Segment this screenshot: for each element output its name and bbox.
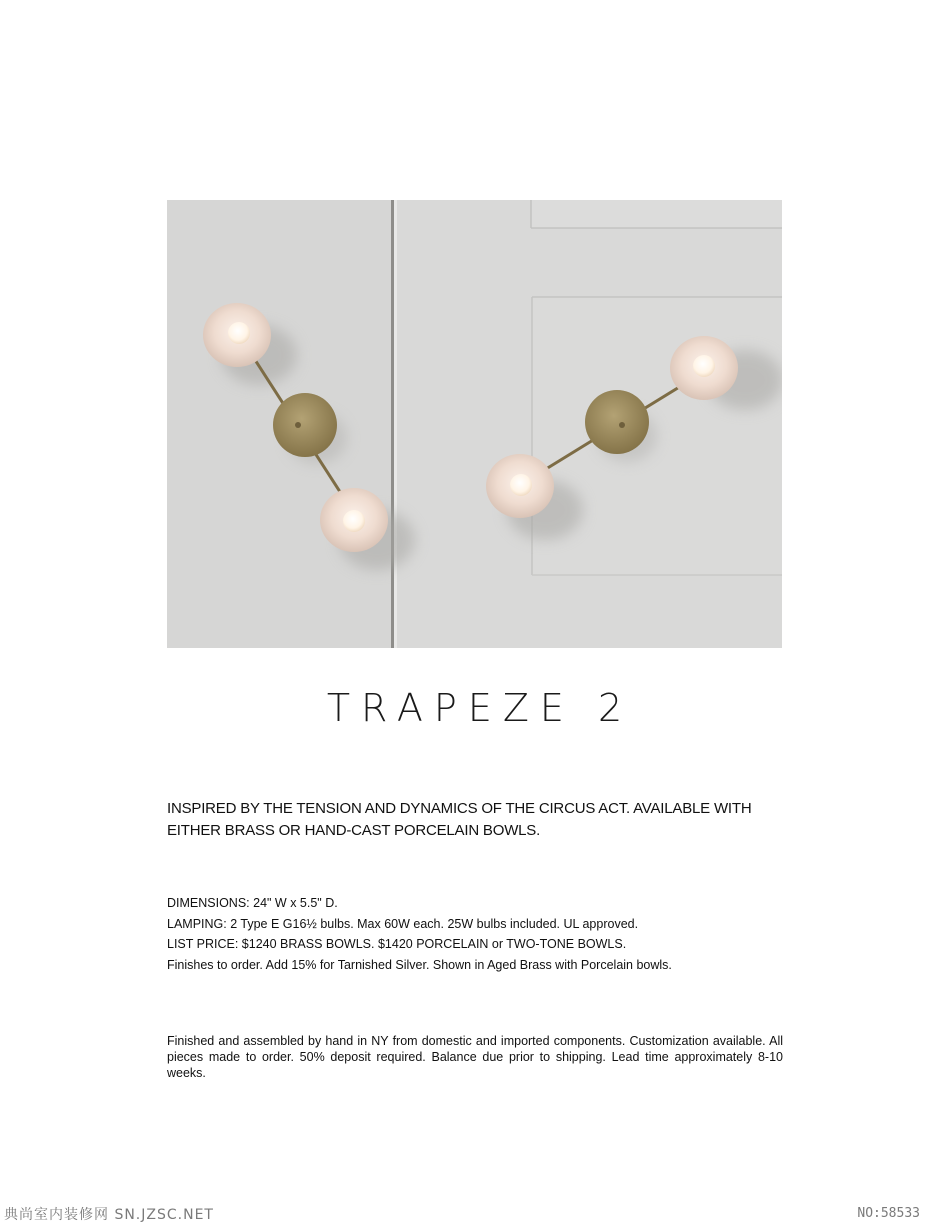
fabrication-note: Finished and assembled by hand in NY from domestic and imported components. Customization available. All pieces made to order. 50% deposit required. Balance due prior to shipping. Lead time approximately 8-10 weeks.: [167, 1034, 783, 1080]
product-intro: [167, 798, 787, 842]
document-number: NO:58533: [857, 1206, 920, 1221]
intro-line: INSPIRED BY THE TENSION AND DYNAMICS OF THE CIRCUS ACT. AVAILABLE WITH: [167, 800, 752, 817]
intro-line: EITHER BRASS OR HAND-CAST PORCELAIN BOWLS.: [167, 822, 541, 839]
spec-dimensions: DIMENSIONS: 24" W x 5.5" D.: [167, 896, 338, 910]
product-photo: [167, 200, 782, 648]
site-watermark: 典尚室内装修网 SN.JZSC.NET: [4, 1207, 214, 1223]
sconce-illustration: [167, 200, 782, 648]
product-title: TRAPEZE 2: [326, 686, 634, 730]
product-specs: [167, 893, 787, 975]
spec-list-price: LIST PRICE: $1240 BRASS BOWLS. $1420 PORCELAIN or TWO-TONE BOWLS.: [167, 937, 627, 951]
spec-finishes: Finishes to order. Add 15% for Tarnished Silver. Shown in Aged Brass with Porcelain bowls.: [167, 957, 672, 972]
spec-lamping: LAMPING: 2 Type E G16½ bulbs. Max 60W each. 25W bulbs included. UL approved.: [167, 916, 639, 931]
